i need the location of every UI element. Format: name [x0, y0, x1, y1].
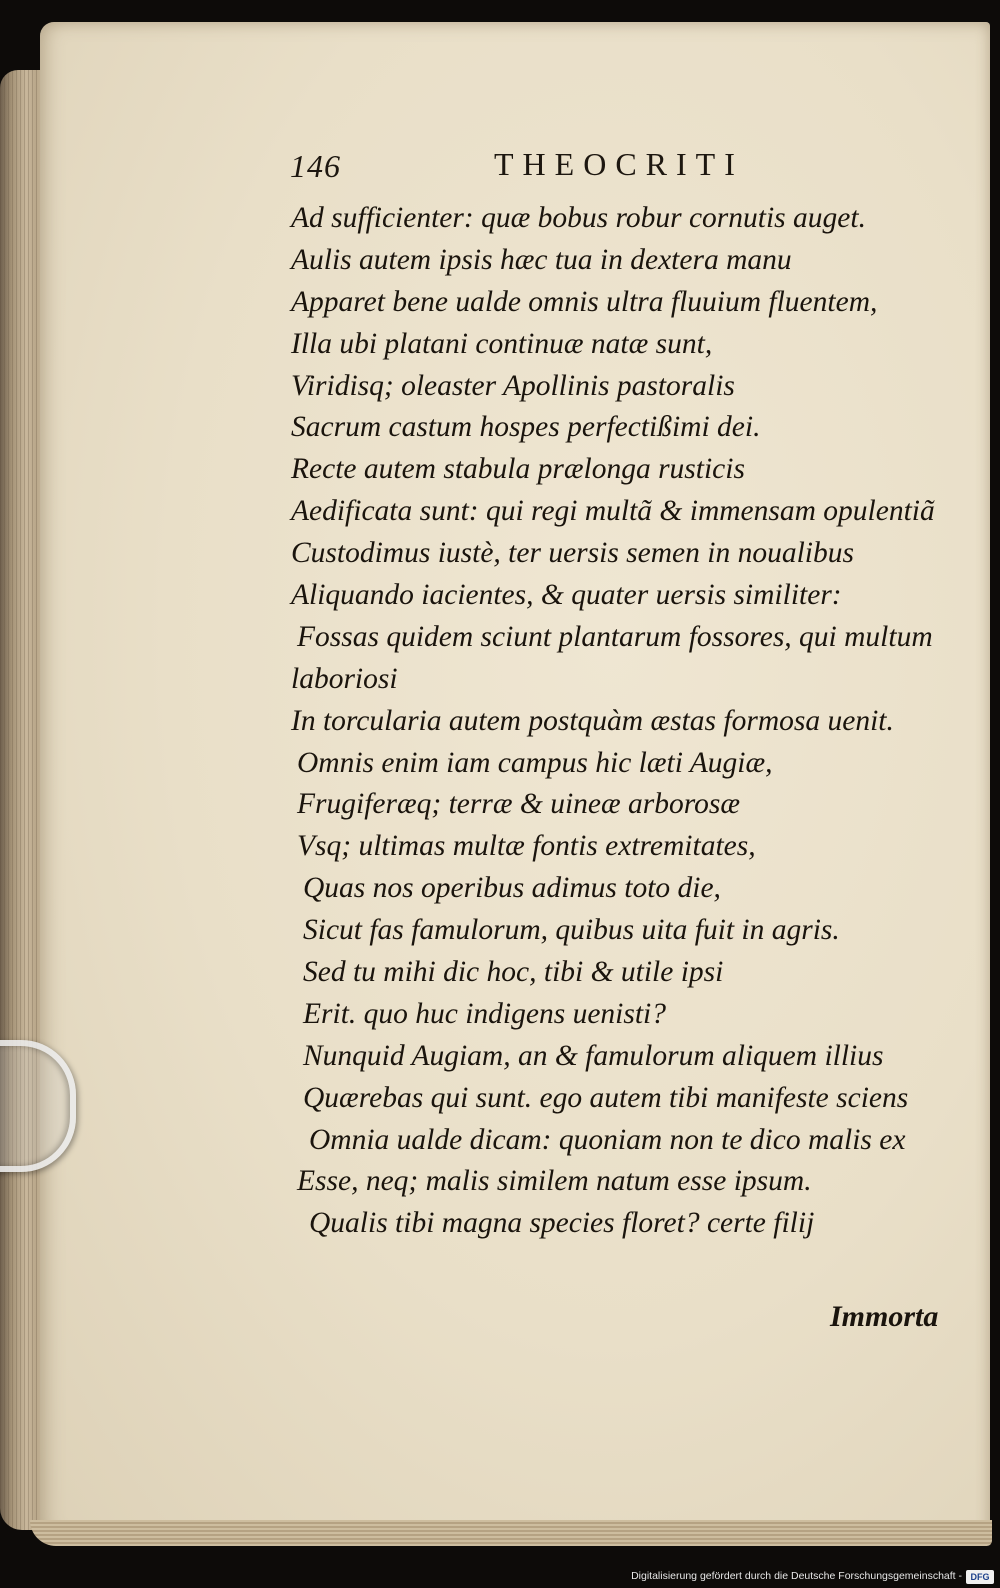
dfg-logo: DFG — [966, 1570, 994, 1584]
verse-line: Aulis autem ipsis hæc tua in dextera manu — [291, 243, 792, 276]
verse-line: Sed tu mihi dic hoc, tibi & utile ipsi — [303, 956, 724, 989]
verse-line: Sicut fas famulorum, quibus uita fuit in agris. — [303, 914, 840, 947]
digitization-credit: Digitalisierung gefördert durch die Deutsche Forschungsgemeinschaft - — [631, 1570, 962, 1582]
verse-line: Nunquid Augiam, an & famulorum aliquem illius — [303, 1039, 884, 1072]
verse-line: Quærebas qui sunt. ego autem tibi manifeste sciens — [303, 1081, 909, 1114]
page-stack — [30, 1520, 992, 1546]
verse-line: Omnia ualde dicam: quoniam non te dico malis ex — [309, 1123, 906, 1156]
verse-line: Quas nos operibus adimus toto die, — [303, 872, 721, 905]
verse-line: Illa ubi platani continuæ natæ sunt, — [291, 327, 713, 360]
verse-line: Ad sufficienter: quæ bobus robur cornutis auget. — [291, 202, 866, 234]
verse-line: Sacrum castum hospes perfectißimi dei. — [291, 411, 761, 444]
page-number: 146 — [290, 148, 341, 184]
verse-line: Erit. quo huc indigens uenisti? — [303, 997, 666, 1030]
verse-line: Omnis enim iam campus hic læti Augiæ, — [297, 746, 773, 779]
catchword: Immorta — [830, 1300, 939, 1333]
verse-line: Aliquando iacientes, & quater uersis similiter: — [291, 579, 842, 612]
verse-line: Custodimus iustè, ter uersis semen in noualibus — [291, 537, 854, 570]
verse-line: Esse, neq; malis similem natum esse ipsum. — [297, 1165, 812, 1198]
verse-line: Aedificata sunt: qui regi multã & immensam opulentiã — [291, 495, 935, 528]
running-head — [290, 148, 810, 192]
verse-line: laboriosi — [291, 662, 398, 695]
verse-line: Vsq; ultimas multæ fontis extremitates, — [297, 830, 756, 863]
verse-line: Qualis tibi magna species floret? certe filij — [309, 1207, 815, 1240]
verse-line: Apparet bene ualde omnis ultra fluuium fluentem, — [291, 285, 878, 318]
verse-line: Recte autem stabula prælonga rusticis — [291, 453, 745, 486]
verse-text — [291, 198, 951, 1245]
running-title: THEOCRITI — [494, 146, 744, 182]
verse-line: Frugiferæq; terræ & uineæ arborosæ — [297, 788, 741, 821]
verse-line: Fossas quidem sciunt plantarum fossores, qui multum — [297, 620, 933, 653]
verse-line: Viridisq; oleaster Apollinis pastoralis — [291, 369, 735, 402]
verse-line: In torcularia autem postquàm æstas formosa uenit. — [291, 704, 894, 737]
